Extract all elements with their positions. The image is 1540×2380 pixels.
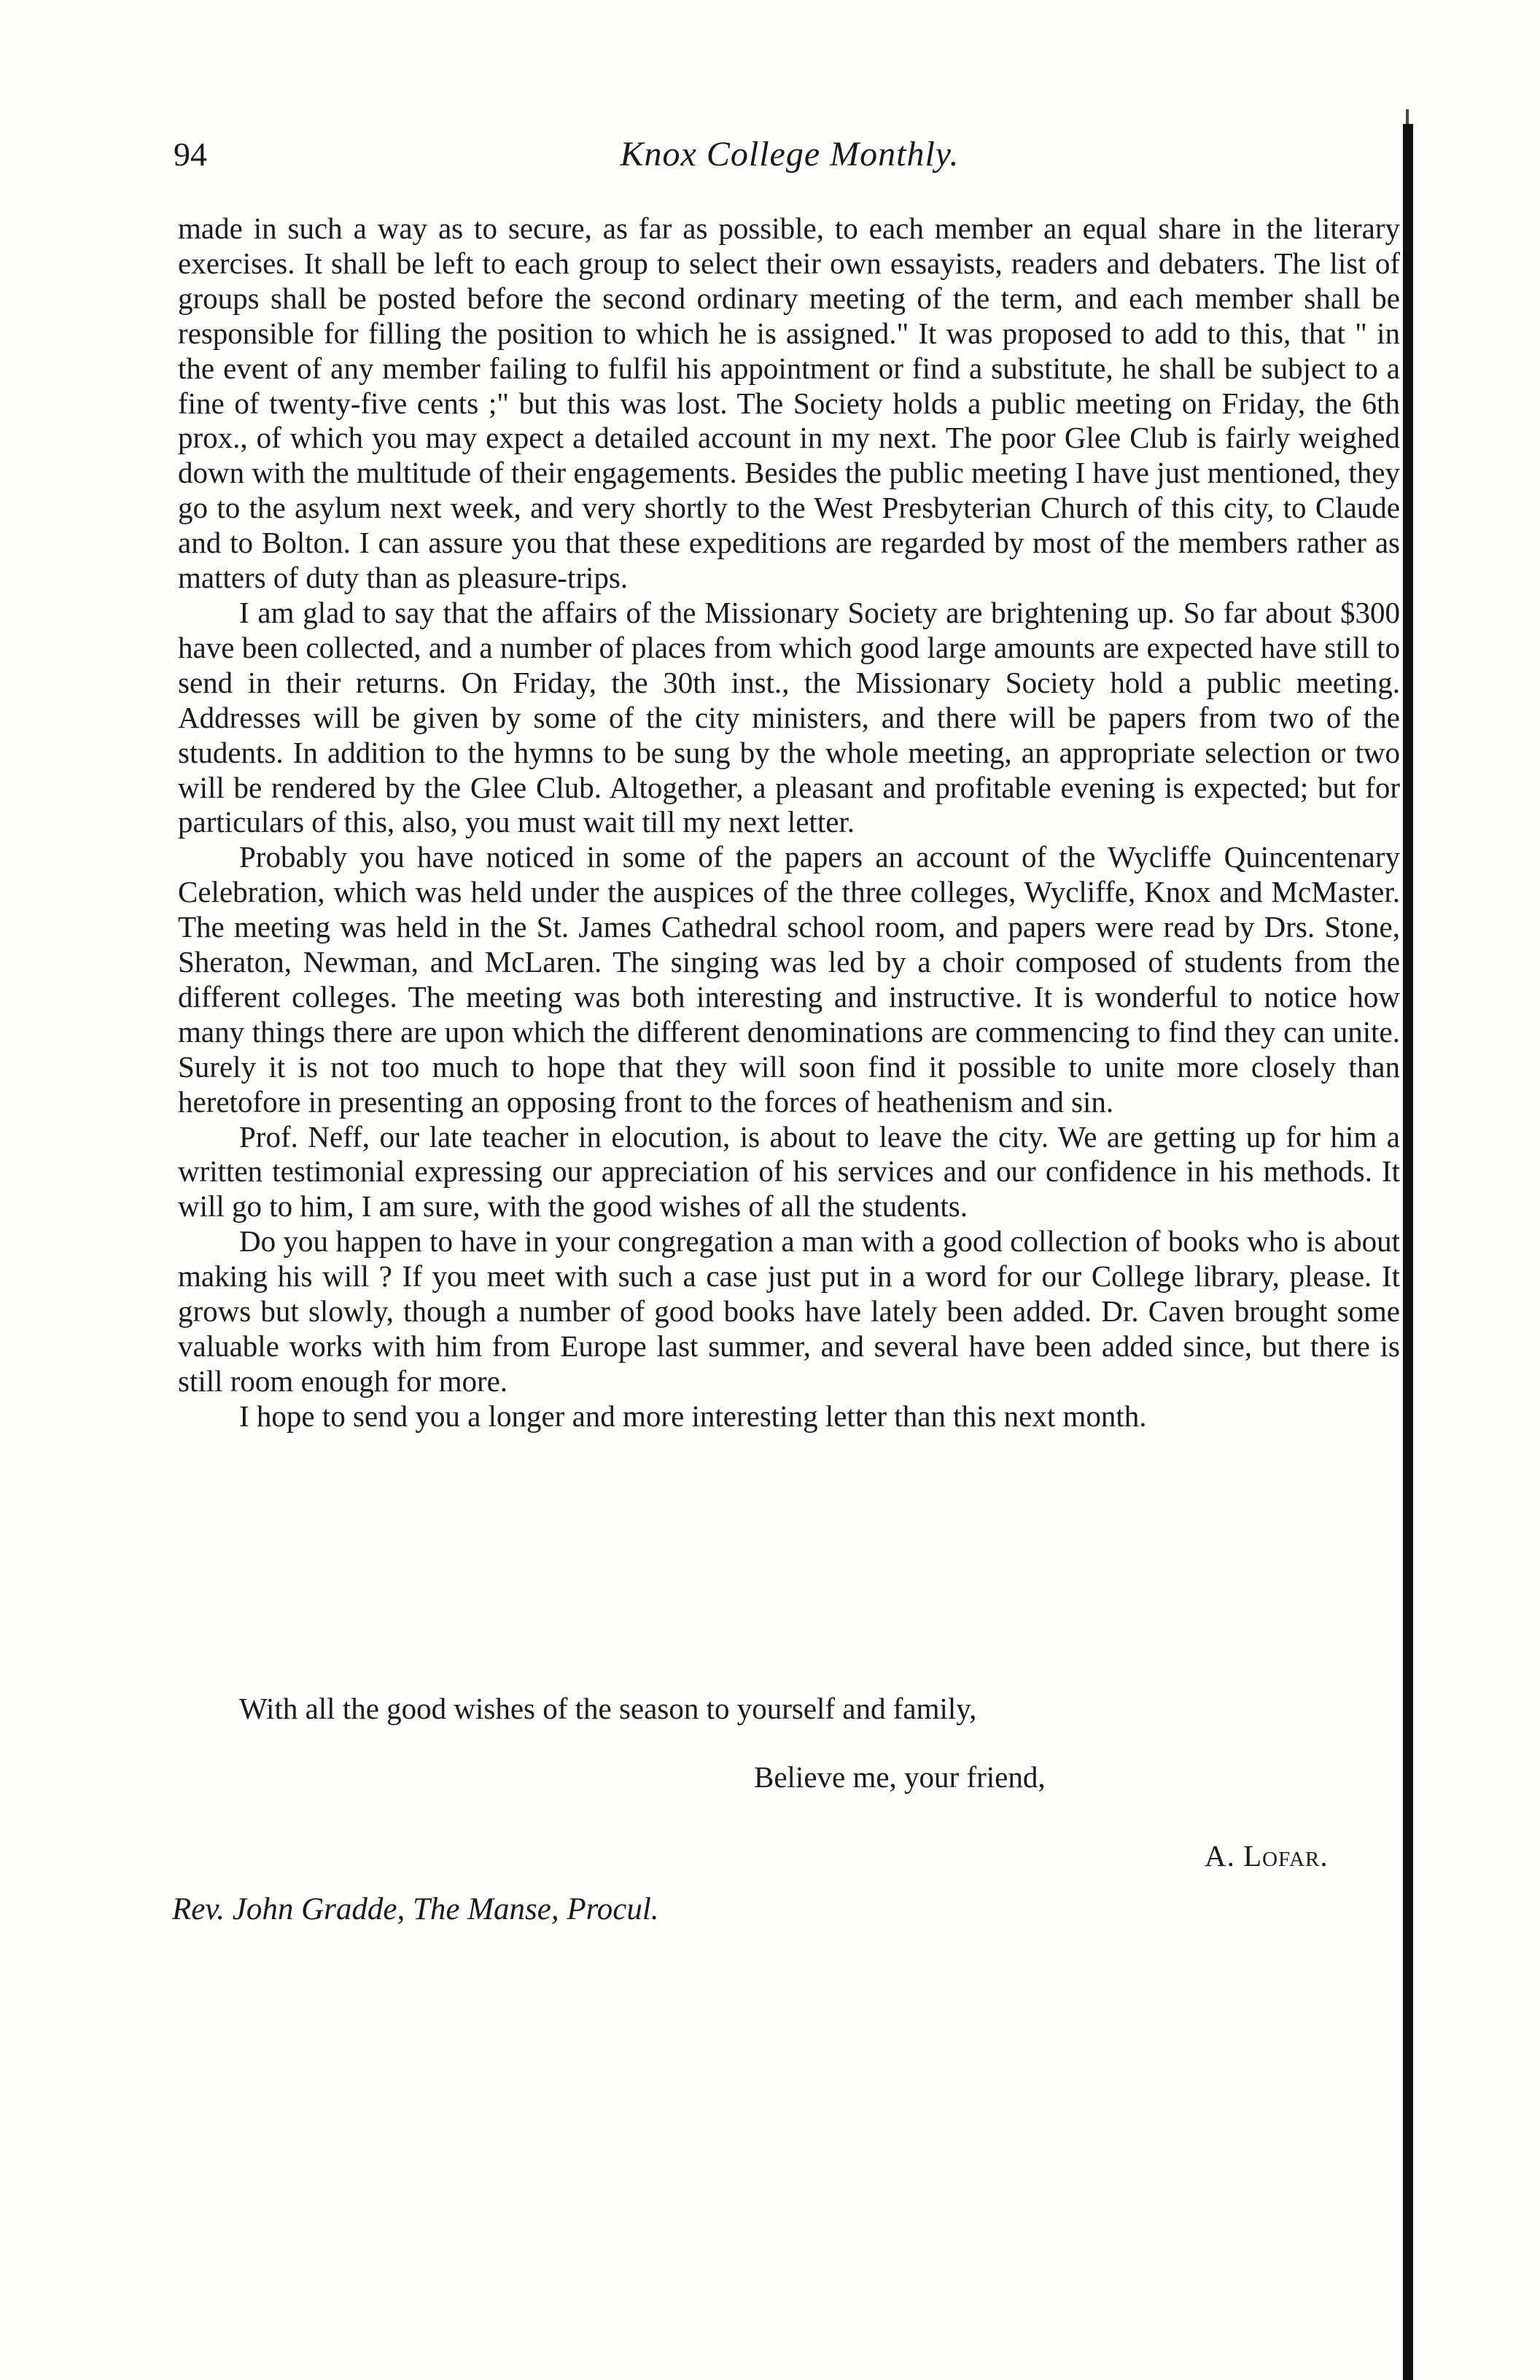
page-number: 94 [174, 136, 207, 173]
paragraph-prof-neff: Prof. Neff, our late teacher in elocution, is about to leave the city. We are getting up for him a written testimonial expressing our appreciation of his services and our confidence in his methods. It will go to him, I am sure, with the good wishes of all the students. [178, 1119, 1400, 1224]
page-edge-rule [1403, 124, 1413, 2380]
signature [1205, 1838, 1329, 1874]
recipient-address: Rev. John Gradde, The Manse, Procul. [172, 1892, 659, 1926]
closing-believe: Believe me, your friend, [754, 1760, 1046, 1794]
closing-salutation: With all the good wishes of the season to yourself and family, [239, 1692, 977, 1725]
paragraph-college-library: Do you happen to have in your congregation a man with a good collection of books who is about making his will ? If you meet with such a case just put in a word for our College library, please. It grows but slowly, though a number of good books have lately been added. Dr. Caven brought some valuable works with him from Europe last summer, and several have been added since, but there is still room enough for more. [178, 1224, 1400, 1398]
paragraph-missionary-society: I am glad to say that the affairs of the Missionary Society are brightening up. So far about $300 have been collected, and a number of places from which good large amounts are expected have still to send in their returns. On Friday, the 30th inst., the Missionary Society hold a public meeting. Addresses will be given by some of the city ministers, and there will be papers from two of the students. In addition to the hymns to be sung by the whole meeting, an appropriate selection or two will be rendered by the Glee Club. Altogether, a pleasant and profitable evening is expected; but for particulars of this, also, you must wait till my next letter. [178, 595, 1400, 839]
running-head: Knox College Monthly. [620, 135, 960, 174]
page-header [174, 133, 1406, 191]
paragraph-literary-society: made in such a way as to secure, as far as possible, to each member an equal share in the literary exercises. It shall be left to each group to select their own essayists, readers and debaters. The list of groups shall be posted before the second ordinary meeting of the term, and each member shall be responsible for filling the position to which he is assigned." It was proposed to add to this, that " in the event of any member failing to fulfil his appointment or find a substitute, he shall be subject to a fine of twenty-five cents ;" but this was lost. The Society holds a public meeting on Friday, the 6th prox., of which you may expect a detailed account in my next. The poor Glee Club is fairly weighed down with the multitude of their engagements. Besides the public meeting I have just mentioned, they go to the asylum next week, and very shortly to the West Presbyterian Church of this city, to Claude and to Bolton. I can assure you that these expeditions are regarded by most of the members rather as matters of duty than as pleasure-trips. [178, 211, 1400, 595]
letter-body [178, 211, 1400, 1434]
paragraph-closing-hope: I hope to send you a longer and more interesting letter than this next month. [239, 1399, 1147, 1433]
signature-name: A. Lofar. [1205, 1839, 1329, 1872]
paragraph-wycliffe-celebration: Probably you have noticed in some of the papers an account of the Wycliffe Quincentenary Celebration, which was held under the auspices of the three colleges, Wycliffe, Knox and McMaster. The meeting was held in the St. James Cathedral school room, and papers were read by Drs. Stone, Sheraton, Newman, and McLaren. The singing was led by a choir composed of students from the different colleges. The meeting was both interesting and instructive. It is wonderful to notice how many things there are upon which the different denominations are commencing to find they can unite. Surely it is not too much to hope that they will soon find it possible to unite more closely than heretofore in presenting an opposing front to the forces of heathenism and sin. [178, 840, 1400, 1119]
